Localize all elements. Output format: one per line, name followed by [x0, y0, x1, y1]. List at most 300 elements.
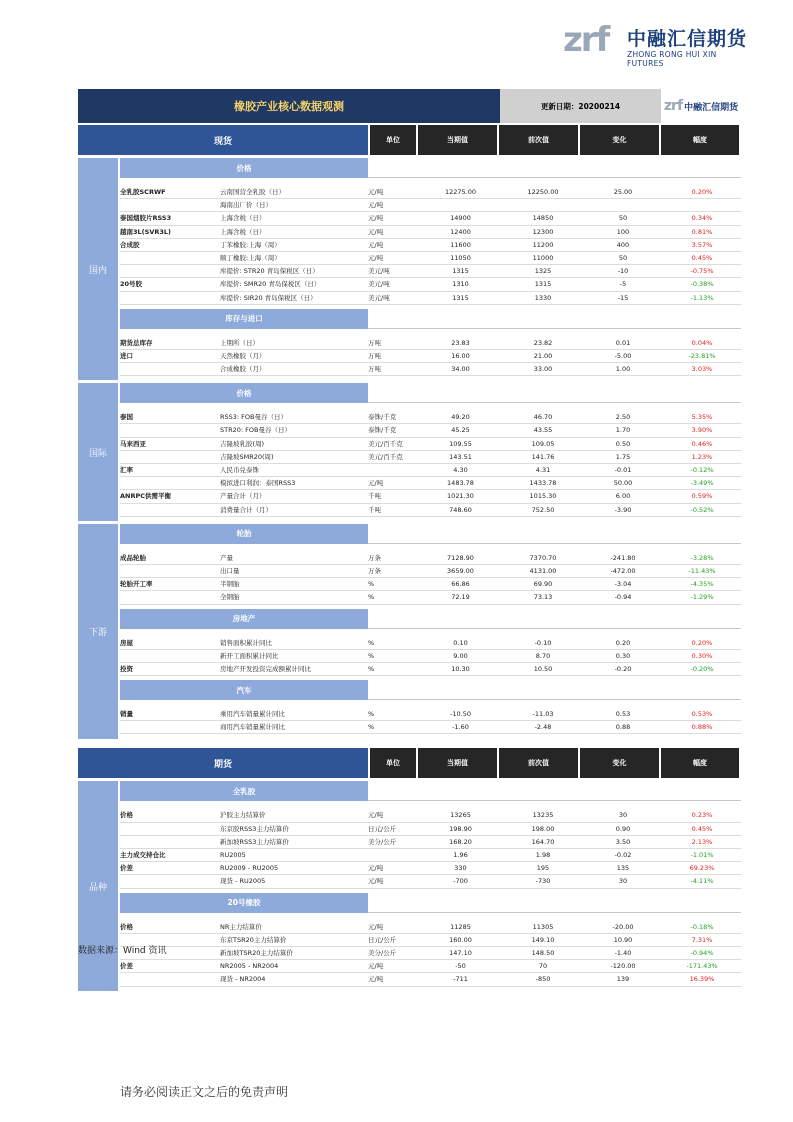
table-row: [120, 350, 741, 363]
row-unit: 元/吨: [368, 214, 384, 223]
row-previous: 23.82: [533, 338, 553, 347]
row-item: 吉隆坡SMR20(周): [220, 452, 274, 461]
section-spacer: [368, 781, 741, 801]
section-header: [120, 680, 741, 700]
row-previous: 12250.00: [527, 188, 559, 196]
row-item: 消费量合计（月）: [220, 505, 272, 514]
row-unit: 元/吨: [368, 479, 384, 488]
table-row: [120, 637, 741, 650]
row-item: RSS3: FOB曼谷（日）: [220, 413, 287, 422]
row-item: 模拟进口利润：泰国RSS3: [220, 479, 296, 488]
row-previous: 149.10: [531, 935, 555, 944]
row-item: NR2005 - NR2004: [220, 962, 279, 971]
row-rate: 0.34%: [691, 214, 713, 223]
section-title: 房地产: [120, 609, 368, 629]
row-rate: 0.30%: [691, 651, 713, 660]
row-unit: 千吨: [368, 492, 381, 501]
sheet-title: 橡胶产业核心数据观测: [78, 89, 500, 123]
table-row: [120, 252, 741, 265]
region-rows: [120, 158, 741, 380]
row-item: 现货 - NR2004: [220, 975, 266, 984]
row-rate: 0.59%: [691, 492, 713, 501]
row-unit: 元/吨: [368, 188, 384, 196]
row-category: 价格: [120, 922, 133, 931]
row-item: 人民币兑泰铢: [220, 466, 259, 474]
table-row: [120, 960, 741, 973]
table-row: [120, 464, 741, 477]
section-gap: [120, 403, 741, 411]
row-change: 0.90: [615, 824, 631, 833]
row-rate: 0.20%: [691, 638, 713, 647]
row-previous: 141.76: [531, 452, 555, 461]
row-unit: 元/吨: [368, 811, 384, 820]
row-rate: -171.43%: [686, 962, 718, 971]
row-category: 全乳胶SCRWF: [120, 188, 166, 196]
table-row: [120, 477, 741, 490]
section-gap: [120, 376, 741, 380]
row-rate: 0.81%: [691, 227, 713, 236]
row-item: 产量合计（月）: [220, 492, 266, 501]
row-unit: 元/吨: [368, 240, 384, 249]
row-unit: 美元/百千克: [368, 452, 403, 461]
header-change: 变化: [580, 125, 659, 155]
row-current: 1310: [452, 280, 469, 289]
section-header: [120, 524, 741, 544]
region-label: 下游: [78, 524, 118, 739]
row-category: 期货总库存: [120, 338, 153, 347]
row-category: [120, 451, 220, 463]
row-unit: %: [368, 638, 375, 647]
region-label: 国内: [78, 158, 118, 380]
row-item: 库提价: SMR20 青岛保税区（日）: [220, 280, 321, 289]
futures-area: [78, 781, 741, 990]
logo-en-name: ZHONG RONG HUI XIN FUTURES: [627, 50, 717, 68]
row-rate: -1.29%: [690, 593, 714, 602]
row-category: [120, 199, 220, 211]
row-change: 0.50: [615, 439, 631, 448]
row-unit: 万吨: [368, 351, 381, 360]
row-category: [120, 836, 220, 848]
row-unit: %: [368, 593, 375, 602]
row-current: 1021.30: [447, 492, 474, 501]
mini-logo: [661, 89, 741, 123]
row-category: 价格: [120, 811, 133, 820]
row-item: 合成橡胶（月）: [220, 365, 266, 374]
row-current: [418, 199, 503, 211]
row-item: 天然橡胶（月）: [220, 351, 266, 360]
row-item: 东京TSR20主力结算价: [220, 935, 287, 944]
section-spacer: [368, 383, 741, 403]
table-row: [120, 921, 741, 934]
row-rate: 1.23%: [691, 452, 713, 461]
table-row: [120, 823, 741, 836]
table-row: [120, 565, 741, 578]
row-item: RU2005: [220, 851, 246, 859]
table-row: [120, 552, 741, 565]
disclaimer-footer: 请务必阅读正文之后的免责声明: [120, 1085, 289, 1099]
row-change: -3.04: [614, 580, 632, 589]
header-unit: 单位: [370, 125, 416, 155]
row-rate: 3.90%: [691, 426, 713, 435]
row-rate: 0.88%: [691, 723, 713, 732]
row-unit: [368, 464, 418, 476]
row-unit: 美分/公斤: [368, 837, 397, 846]
row-category: [120, 875, 220, 887]
row-category: [120, 363, 220, 375]
row-previous: 8.70: [535, 651, 551, 660]
section-gap: [120, 178, 741, 186]
row-change: 135: [616, 864, 630, 873]
row-previous: 21.00: [533, 351, 553, 360]
row-rate: -0.52%: [690, 505, 714, 514]
row-rate: 3.03%: [691, 365, 713, 374]
row-change: 0.30: [615, 651, 631, 660]
row-change: 10.90: [613, 935, 633, 944]
row-previous: 1433.78: [529, 479, 557, 488]
region-label: 国际: [78, 383, 118, 521]
row-current: 72.19: [451, 593, 470, 602]
row-category: [120, 823, 220, 835]
table-row: [120, 663, 741, 676]
row-rate: -4.35%: [690, 580, 714, 589]
spot-label: 现货: [78, 125, 368, 155]
row-previous: 70: [538, 962, 548, 971]
row-change: 25.00: [613, 188, 633, 196]
row-unit: %: [368, 723, 375, 732]
row-current: 12400: [450, 227, 471, 236]
row-rate: 0.46%: [691, 439, 713, 448]
row-previous: [503, 199, 583, 211]
row-change: 6.00: [615, 492, 631, 501]
table-row: [120, 708, 741, 721]
row-change: -5: [619, 280, 627, 289]
row-current: -711: [453, 975, 468, 984]
row-current: 9.00: [453, 651, 468, 660]
table-row: [120, 239, 741, 252]
section-spacer: [368, 893, 741, 913]
row-change: -241.80: [610, 553, 636, 562]
row-change: -0.20: [614, 664, 632, 673]
section-spacer: [368, 609, 741, 629]
row-change: [583, 199, 663, 211]
region-block: [78, 158, 741, 380]
row-item: 上海含税（日）: [220, 227, 266, 236]
row-rate: 69.23%: [689, 864, 715, 873]
row-unit: 美元/百千克: [368, 439, 403, 448]
table-row: [120, 934, 741, 947]
row-current: 1315: [452, 267, 469, 276]
section-header: [120, 309, 741, 329]
row-previous: 1330: [534, 293, 552, 302]
futures-label: 期货: [78, 748, 368, 778]
section-gap: [120, 987, 741, 991]
section-header: [120, 893, 741, 913]
region-rows: [120, 524, 741, 739]
row-previous: -850: [535, 975, 551, 984]
row-rate: -0.75%: [690, 267, 714, 276]
table-row: [120, 265, 741, 278]
row-item: 沪胶主力结算价: [220, 811, 266, 820]
section-header: [120, 158, 741, 178]
row-rate: 0.45%: [691, 253, 713, 262]
section-title: 库存与进口: [120, 309, 368, 329]
section-spacer: [368, 680, 741, 700]
row-current: 0.10: [453, 638, 468, 647]
table-row: [120, 650, 741, 663]
row-category: [120, 504, 220, 516]
row-change: 50: [618, 214, 628, 223]
row-rate: -0.12%: [690, 466, 714, 474]
section-title: 20号橡胶: [120, 893, 368, 913]
row-change: 1.75: [615, 452, 631, 461]
table-row: [120, 438, 741, 451]
row-unit: %: [368, 710, 375, 719]
row-previous: 4131.00: [529, 566, 557, 575]
row-current: -1.60: [452, 723, 469, 732]
section-header: [120, 781, 741, 801]
table-row: [120, 226, 741, 239]
row-change: 0.88: [615, 723, 631, 732]
row-rate: 0.04%: [691, 338, 713, 347]
row-unit: 泰铢/千克: [368, 413, 397, 422]
row-item: 丁苯橡胶:上海（周）: [220, 240, 281, 249]
table-row: [120, 809, 741, 822]
row-category: 房屋: [120, 638, 133, 647]
row-category: 投资: [120, 664, 133, 673]
row-change: 400: [616, 240, 630, 249]
row-previous: 109.05: [531, 439, 555, 448]
row-unit: 元/吨: [368, 201, 384, 210]
row-current: 1315: [452, 293, 469, 302]
data-source: 数据来源：Wind 资讯: [78, 946, 167, 956]
row-current: 12275.00: [444, 188, 476, 196]
row-rate: 0.23%: [691, 811, 713, 820]
table-row: [120, 212, 741, 225]
header-change: 变化: [580, 748, 659, 778]
row-unit: 元/吨: [368, 864, 384, 873]
row-item: 房地产开发投资完成额累计同比: [220, 664, 311, 673]
header-current: 当期值: [418, 125, 497, 155]
row-current: 11050: [450, 253, 471, 262]
row-current: 160.00: [449, 935, 472, 944]
row-category: [120, 565, 220, 577]
row-current: 168.20: [449, 837, 472, 846]
section-title: 轮胎: [120, 524, 368, 544]
row-category: ANRPC供需平衡: [120, 492, 172, 501]
row-previous: 69.90: [533, 580, 553, 589]
table-row: [120, 411, 741, 424]
row-item: 商用汽车销量累计同比: [220, 723, 285, 732]
table-row: [120, 721, 741, 734]
row-unit: 泰铢/千克: [368, 426, 397, 435]
row-rate: 0.45%: [691, 824, 713, 833]
row-current: -700: [453, 877, 468, 886]
row-item: 全钢胎: [220, 593, 240, 602]
table-row: [120, 424, 741, 437]
row-current: 748.60: [449, 505, 472, 514]
row-previous: 1325: [534, 267, 552, 276]
row-category: 销量: [120, 710, 133, 719]
row-category: [120, 477, 220, 489]
row-change: -120.00: [610, 962, 636, 971]
row-current: 143.51: [449, 452, 472, 461]
row-rate: -23.81%: [688, 351, 716, 360]
row-unit: [368, 849, 418, 861]
row-rate: -0.94%: [690, 948, 714, 957]
row-category: 汇率: [120, 466, 133, 474]
row-unit: 万条: [368, 566, 381, 575]
table-row: [120, 875, 741, 888]
row-item: 库提价: STR20 青岛保税区（日）: [220, 267, 319, 276]
futures-header: [78, 748, 741, 778]
row-item: 海南出厂价（日）: [220, 201, 272, 210]
row-rate: 16.39%: [689, 975, 715, 984]
table-row: [120, 278, 741, 291]
update-date: 更新日期：20200214: [500, 89, 661, 123]
row-previous: -11.03: [532, 710, 554, 719]
row-previous: 10.50: [533, 664, 553, 673]
row-unit: %: [368, 580, 375, 589]
section-gap: [120, 801, 741, 809]
row-unit: 美元/吨: [368, 293, 390, 302]
row-unit: 万条: [368, 553, 381, 562]
region-block: [78, 524, 741, 739]
table-row: [120, 186, 741, 199]
table-row: [120, 578, 741, 591]
row-category: 价差: [120, 864, 133, 873]
row-change: -1.40: [614, 948, 632, 957]
table-row: [120, 591, 741, 604]
row-unit: %: [368, 651, 375, 660]
row-item: 吉隆坡乳胶(周): [220, 439, 265, 448]
row-current: 7128.90: [447, 553, 474, 562]
row-current: 13265: [450, 811, 471, 820]
row-item: 云南国营全乳胶（日）: [220, 188, 285, 196]
row-previous: 164.70: [531, 837, 555, 846]
row-unit: 元/吨: [368, 877, 384, 886]
table-row: [120, 973, 741, 986]
section-title: 汽车: [120, 680, 368, 700]
row-current: 330: [454, 864, 467, 873]
header-previous: 前次值: [499, 748, 578, 778]
row-change: 3.50: [615, 837, 631, 846]
row-current: 66.86: [451, 580, 470, 589]
company-logo: [563, 20, 753, 68]
row-rate: -11.43%: [688, 566, 716, 575]
row-previous: 12300: [532, 227, 554, 236]
row-unit: 美元/吨: [368, 280, 390, 289]
row-category: [120, 973, 220, 985]
row-rate: 7.31%: [691, 935, 713, 944]
table-row: [120, 292, 741, 305]
row-item: 东京胶RSS3主力结算价: [220, 824, 289, 833]
spot-header: [78, 125, 741, 155]
row-category: 轮胎开工率: [120, 580, 153, 589]
row-previous: 752.50: [531, 505, 555, 514]
section-spacer: [368, 309, 741, 329]
row-rate: 3.57%: [691, 240, 713, 249]
row-category: 主力成交持仓比: [120, 851, 166, 859]
header-previous: 前次值: [499, 125, 578, 155]
section-title: 全乳胶: [120, 781, 368, 801]
row-rate: -3.28%: [690, 553, 714, 562]
table-row: [120, 504, 741, 517]
table-row: [120, 451, 741, 464]
row-category: [120, 265, 220, 277]
section-gap: [120, 544, 741, 552]
region-label: 品种: [78, 781, 118, 990]
region-block: [78, 781, 741, 990]
row-unit: 元/吨: [368, 975, 384, 984]
mini-logo-text: 中融汇信期货: [684, 102, 739, 113]
row-current: 198.90: [449, 824, 472, 833]
row-item: 新开工面积累计同比: [220, 651, 279, 660]
row-item: 库提价: SIR20 青岛保税区（日）: [220, 293, 317, 302]
row-current: 1483.78: [447, 479, 474, 488]
title-bar: [78, 89, 741, 123]
header-rate: 幅度: [661, 125, 739, 155]
table-row: [120, 363, 741, 376]
section-spacer: [368, 524, 741, 544]
section-spacer: [368, 158, 741, 178]
row-rate: -4.11%: [690, 877, 714, 886]
row-category: [120, 292, 220, 304]
row-unit: 元/吨: [368, 962, 384, 971]
section-gap: [120, 700, 741, 708]
table-row: [120, 862, 741, 875]
row-change: 0.01: [615, 338, 631, 347]
row-previous: 198.00: [531, 824, 555, 833]
row-unit: 日元/公斤: [368, 935, 397, 944]
row-change: -0.01: [614, 466, 632, 474]
section-header: [120, 609, 741, 629]
row-current: 23.83: [451, 338, 470, 347]
row-current: 109.55: [449, 439, 472, 448]
row-current: 3659.00: [447, 566, 474, 575]
row-item: 顺丁橡胶:上海（周）: [220, 253, 281, 262]
row-current: 10.30: [451, 664, 470, 673]
row-category: [120, 424, 220, 436]
row-category: 泰国烟胶片RSS3: [120, 214, 172, 223]
row-change: 0.53: [615, 710, 631, 719]
table-row: [120, 490, 741, 503]
row-unit: 万吨: [368, 338, 381, 347]
row-previous: 7370.70: [529, 553, 557, 562]
row-unit: %: [368, 664, 375, 673]
row-change: -10: [617, 267, 629, 276]
row-change: 50.00: [613, 479, 633, 488]
table-row: [120, 337, 741, 350]
row-previous: 1.98: [535, 851, 551, 859]
row-rate: -0.38%: [690, 280, 714, 289]
row-change: 1.00: [615, 365, 631, 374]
row-current: 34.00: [451, 365, 470, 374]
row-item: 现货 - RU2005: [220, 877, 266, 886]
row-current: 11285: [450, 922, 471, 931]
header-unit: 单位: [370, 748, 416, 778]
logo-cn-name: 中融汇信期货: [627, 28, 748, 50]
row-previous: 148.50: [531, 948, 555, 957]
row-category: 20号胶: [120, 280, 143, 289]
table-row: [120, 199, 741, 212]
row-rate: 2.13%: [691, 837, 713, 846]
row-category: [120, 721, 220, 733]
table-row: [120, 849, 741, 862]
row-item: 上期所（日）: [220, 338, 259, 347]
row-change: -0.94: [614, 593, 632, 602]
row-current: 14900: [450, 214, 471, 223]
logo-mark: zrf: [563, 20, 609, 60]
